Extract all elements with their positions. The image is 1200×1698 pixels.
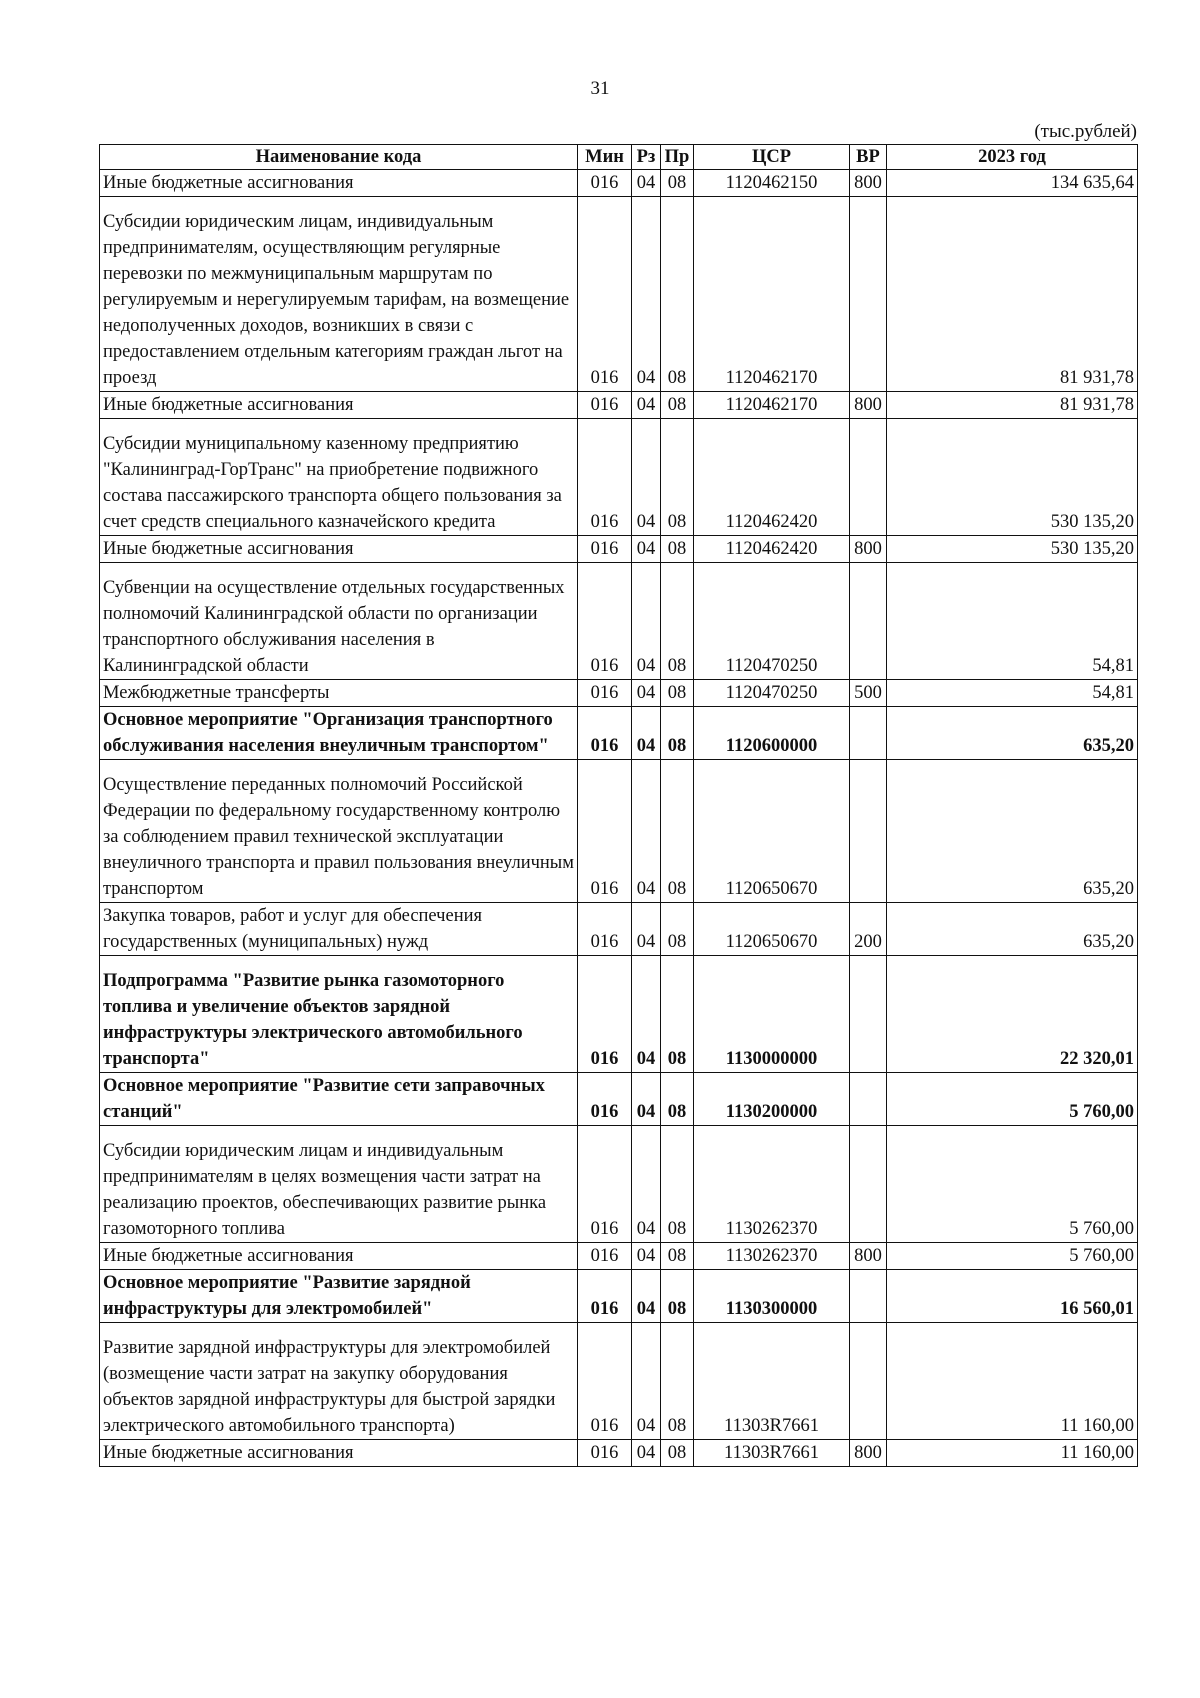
row-value: 5 760,00	[887, 1126, 1138, 1243]
header-min: Мин	[578, 145, 632, 170]
row-vr	[850, 1073, 887, 1126]
row-csr: 1130200000	[694, 1073, 850, 1126]
row-vr	[850, 563, 887, 680]
table-row	[100, 419, 1138, 536]
row-name: Закупка товаров, работ и услуг для обеспечения государственных (муниципальных) нужд	[100, 903, 578, 956]
row-min: 016	[578, 170, 632, 197]
row-csr: 11303R7661	[694, 1440, 850, 1467]
row-vr: 800	[850, 536, 887, 563]
row-pr: 08	[661, 956, 694, 1073]
table-row	[100, 760, 1138, 903]
row-pr: 08	[661, 903, 694, 956]
table-row	[100, 1243, 1138, 1270]
row-vr	[850, 1323, 887, 1440]
row-vr	[850, 197, 887, 392]
row-min: 016	[578, 197, 632, 392]
row-rz: 04	[632, 392, 661, 419]
table-row	[100, 1270, 1138, 1323]
row-value: 635,20	[887, 707, 1138, 760]
table-body	[100, 170, 1138, 1467]
row-value: 16 560,01	[887, 1270, 1138, 1323]
row-name: Субсидии юридическим лицам и индивидуальным предпринимателям в целях возмещения части затрат на реализацию проектов, обеспечивающих развитие рынка газомоторного топлива	[100, 1126, 578, 1243]
header-pr: Пр	[661, 145, 694, 170]
row-value: 530 135,20	[887, 536, 1138, 563]
row-value: 530 135,20	[887, 419, 1138, 536]
row-pr: 08	[661, 170, 694, 197]
row-min: 016	[578, 956, 632, 1073]
row-name: Иные бюджетные ассигнования	[100, 392, 578, 419]
row-csr: 1120462420	[694, 419, 850, 536]
row-csr: 1130262370	[694, 1126, 850, 1243]
row-csr: 1120462420	[694, 536, 850, 563]
row-rz: 04	[632, 1126, 661, 1243]
row-csr: 1120470250	[694, 680, 850, 707]
table-header-row	[100, 145, 1138, 170]
row-vr	[850, 707, 887, 760]
row-pr: 08	[661, 707, 694, 760]
row-value: 54,81	[887, 563, 1138, 680]
row-rz: 04	[632, 536, 661, 563]
row-pr: 08	[661, 1270, 694, 1323]
table-row	[100, 1126, 1138, 1243]
row-pr: 08	[661, 1126, 694, 1243]
row-min: 016	[578, 680, 632, 707]
row-csr: 1120650670	[694, 760, 850, 903]
row-name: Иные бюджетные ассигнования	[100, 1243, 578, 1270]
table-row	[100, 1073, 1138, 1126]
row-vr	[850, 760, 887, 903]
row-name: Субсидии юридическим лицам, индивидуальным предпринимателям, осуществляющим регулярные перевозки по межмуниципальным маршрутам по регулируемым и нерегулируемым тарифам, на возмещение недополученных доходов, возникших в связи с предоставлением отдельным категориям граждан льгот на проезд	[100, 197, 578, 392]
row-csr: 1120650670	[694, 903, 850, 956]
row-vr: 800	[850, 1243, 887, 1270]
row-vr	[850, 1270, 887, 1323]
row-rz: 04	[632, 903, 661, 956]
row-pr: 08	[661, 680, 694, 707]
budget-table-container	[99, 144, 1137, 1467]
row-min: 016	[578, 536, 632, 563]
row-min: 016	[578, 419, 632, 536]
row-vr: 500	[850, 680, 887, 707]
row-min: 016	[578, 760, 632, 903]
row-value: 635,20	[887, 760, 1138, 903]
row-min: 016	[578, 392, 632, 419]
row-value: 5 760,00	[887, 1073, 1138, 1126]
row-name: Иные бюджетные ассигнования	[100, 1440, 578, 1467]
row-pr: 08	[661, 760, 694, 903]
row-value: 11 160,00	[887, 1323, 1138, 1440]
table-row	[100, 1323, 1138, 1440]
row-rz: 04	[632, 197, 661, 392]
table-row	[100, 170, 1138, 197]
row-name: Основное мероприятие "Организация транспортного обслуживания населения внеуличным транспортом"	[100, 707, 578, 760]
row-rz: 04	[632, 680, 661, 707]
row-csr: 1120462150	[694, 170, 850, 197]
row-pr: 08	[661, 419, 694, 536]
row-value: 134 635,64	[887, 170, 1138, 197]
row-min: 016	[578, 707, 632, 760]
row-vr: 800	[850, 392, 887, 419]
header-name: Наименование кода	[100, 145, 578, 170]
row-csr: 1130262370	[694, 1243, 850, 1270]
row-min: 016	[578, 1323, 632, 1440]
row-min: 016	[578, 903, 632, 956]
row-pr: 08	[661, 1440, 694, 1467]
table-row	[100, 536, 1138, 563]
row-value: 22 320,01	[887, 956, 1138, 1073]
row-name: Осуществление переданных полномочий Российской Федерации по федеральному государственному контролю за соблюдением правил технической эксплуатации внеуличного транспорта и правил пользования внеуличным транспортом	[100, 760, 578, 903]
row-min: 016	[578, 1270, 632, 1323]
row-min: 016	[578, 563, 632, 680]
row-pr: 08	[661, 563, 694, 680]
header-vr: ВР	[850, 145, 887, 170]
row-csr: 1120600000	[694, 707, 850, 760]
row-pr: 08	[661, 1073, 694, 1126]
row-csr: 1130000000	[694, 956, 850, 1073]
row-rz: 04	[632, 563, 661, 680]
row-vr: 200	[850, 903, 887, 956]
row-value: 11 160,00	[887, 1440, 1138, 1467]
row-rz: 04	[632, 419, 661, 536]
row-min: 016	[578, 1243, 632, 1270]
row-rz: 04	[632, 707, 661, 760]
row-csr: 11303R7661	[694, 1323, 850, 1440]
row-rz: 04	[632, 1073, 661, 1126]
table-row	[100, 903, 1138, 956]
row-rz: 04	[632, 1243, 661, 1270]
budget-table	[99, 144, 1138, 1467]
row-value: 81 931,78	[887, 392, 1138, 419]
row-rz: 04	[632, 1323, 661, 1440]
row-rz: 04	[632, 1440, 661, 1467]
row-pr: 08	[661, 392, 694, 419]
row-csr: 1120462170	[694, 197, 850, 392]
table-row	[100, 707, 1138, 760]
row-name: Подпрограмма "Развитие рынка газомоторного топлива и увеличение объектов зарядной инфраструктуры электрического автомобильного транспорта"	[100, 956, 578, 1073]
row-min: 016	[578, 1126, 632, 1243]
row-rz: 04	[632, 956, 661, 1073]
table-row	[100, 1440, 1138, 1467]
row-min: 016	[578, 1440, 632, 1467]
row-name: Развитие зарядной инфраструктуры для электромобилей (возмещение части затрат на закупку оборудования объектов зарядной инфраструктуры для быстрой зарядки электрического автомобильного транспорта)	[100, 1323, 578, 1440]
table-row	[100, 956, 1138, 1073]
row-pr: 08	[661, 536, 694, 563]
row-name: Субсидии муниципальному казенному предприятию "Калининград-ГорТранс" на приобретение подвижного состава пассажирского транспорта общего пользования за счет средств специального казначейского кредита	[100, 419, 578, 536]
row-pr: 08	[661, 197, 694, 392]
row-name: Субвенции на осуществление отдельных государственных полномочий Калининградской области по организации транспортного обслуживания населения в Калининградской области	[100, 563, 578, 680]
table-row	[100, 680, 1138, 707]
header-rz: Рз	[632, 145, 661, 170]
row-rz: 04	[632, 760, 661, 903]
row-name: Основное мероприятие "Развитие сети заправочных станций"	[100, 1073, 578, 1126]
row-vr	[850, 1126, 887, 1243]
row-pr: 08	[661, 1323, 694, 1440]
row-name: Основное мероприятие "Развитие зарядной инфраструктуры для электромобилей"	[100, 1270, 578, 1323]
row-value: 54,81	[887, 680, 1138, 707]
row-vr	[850, 956, 887, 1073]
header-year: 2023 год	[887, 145, 1138, 170]
table-row	[100, 563, 1138, 680]
row-csr: 1120470250	[694, 563, 850, 680]
row-vr: 800	[850, 1440, 887, 1467]
table-row	[100, 392, 1138, 419]
row-pr: 08	[661, 1243, 694, 1270]
row-name: Иные бюджетные ассигнования	[100, 536, 578, 563]
row-vr	[850, 419, 887, 536]
row-value: 81 931,78	[887, 197, 1138, 392]
row-csr: 1130300000	[694, 1270, 850, 1323]
row-csr: 1120462170	[694, 392, 850, 419]
row-min: 016	[578, 1073, 632, 1126]
header-csr: ЦСР	[694, 145, 850, 170]
page-number: 31	[590, 78, 610, 99]
row-value: 5 760,00	[887, 1243, 1138, 1270]
row-value: 635,20	[887, 903, 1138, 956]
units-label: (тыс.рублей)	[1034, 121, 1137, 142]
row-name: Иные бюджетные ассигнования	[100, 170, 578, 197]
row-name: Межбюджетные трансферты	[100, 680, 578, 707]
row-rz: 04	[632, 1270, 661, 1323]
row-rz: 04	[632, 170, 661, 197]
table-row	[100, 197, 1138, 392]
row-vr: 800	[850, 170, 887, 197]
